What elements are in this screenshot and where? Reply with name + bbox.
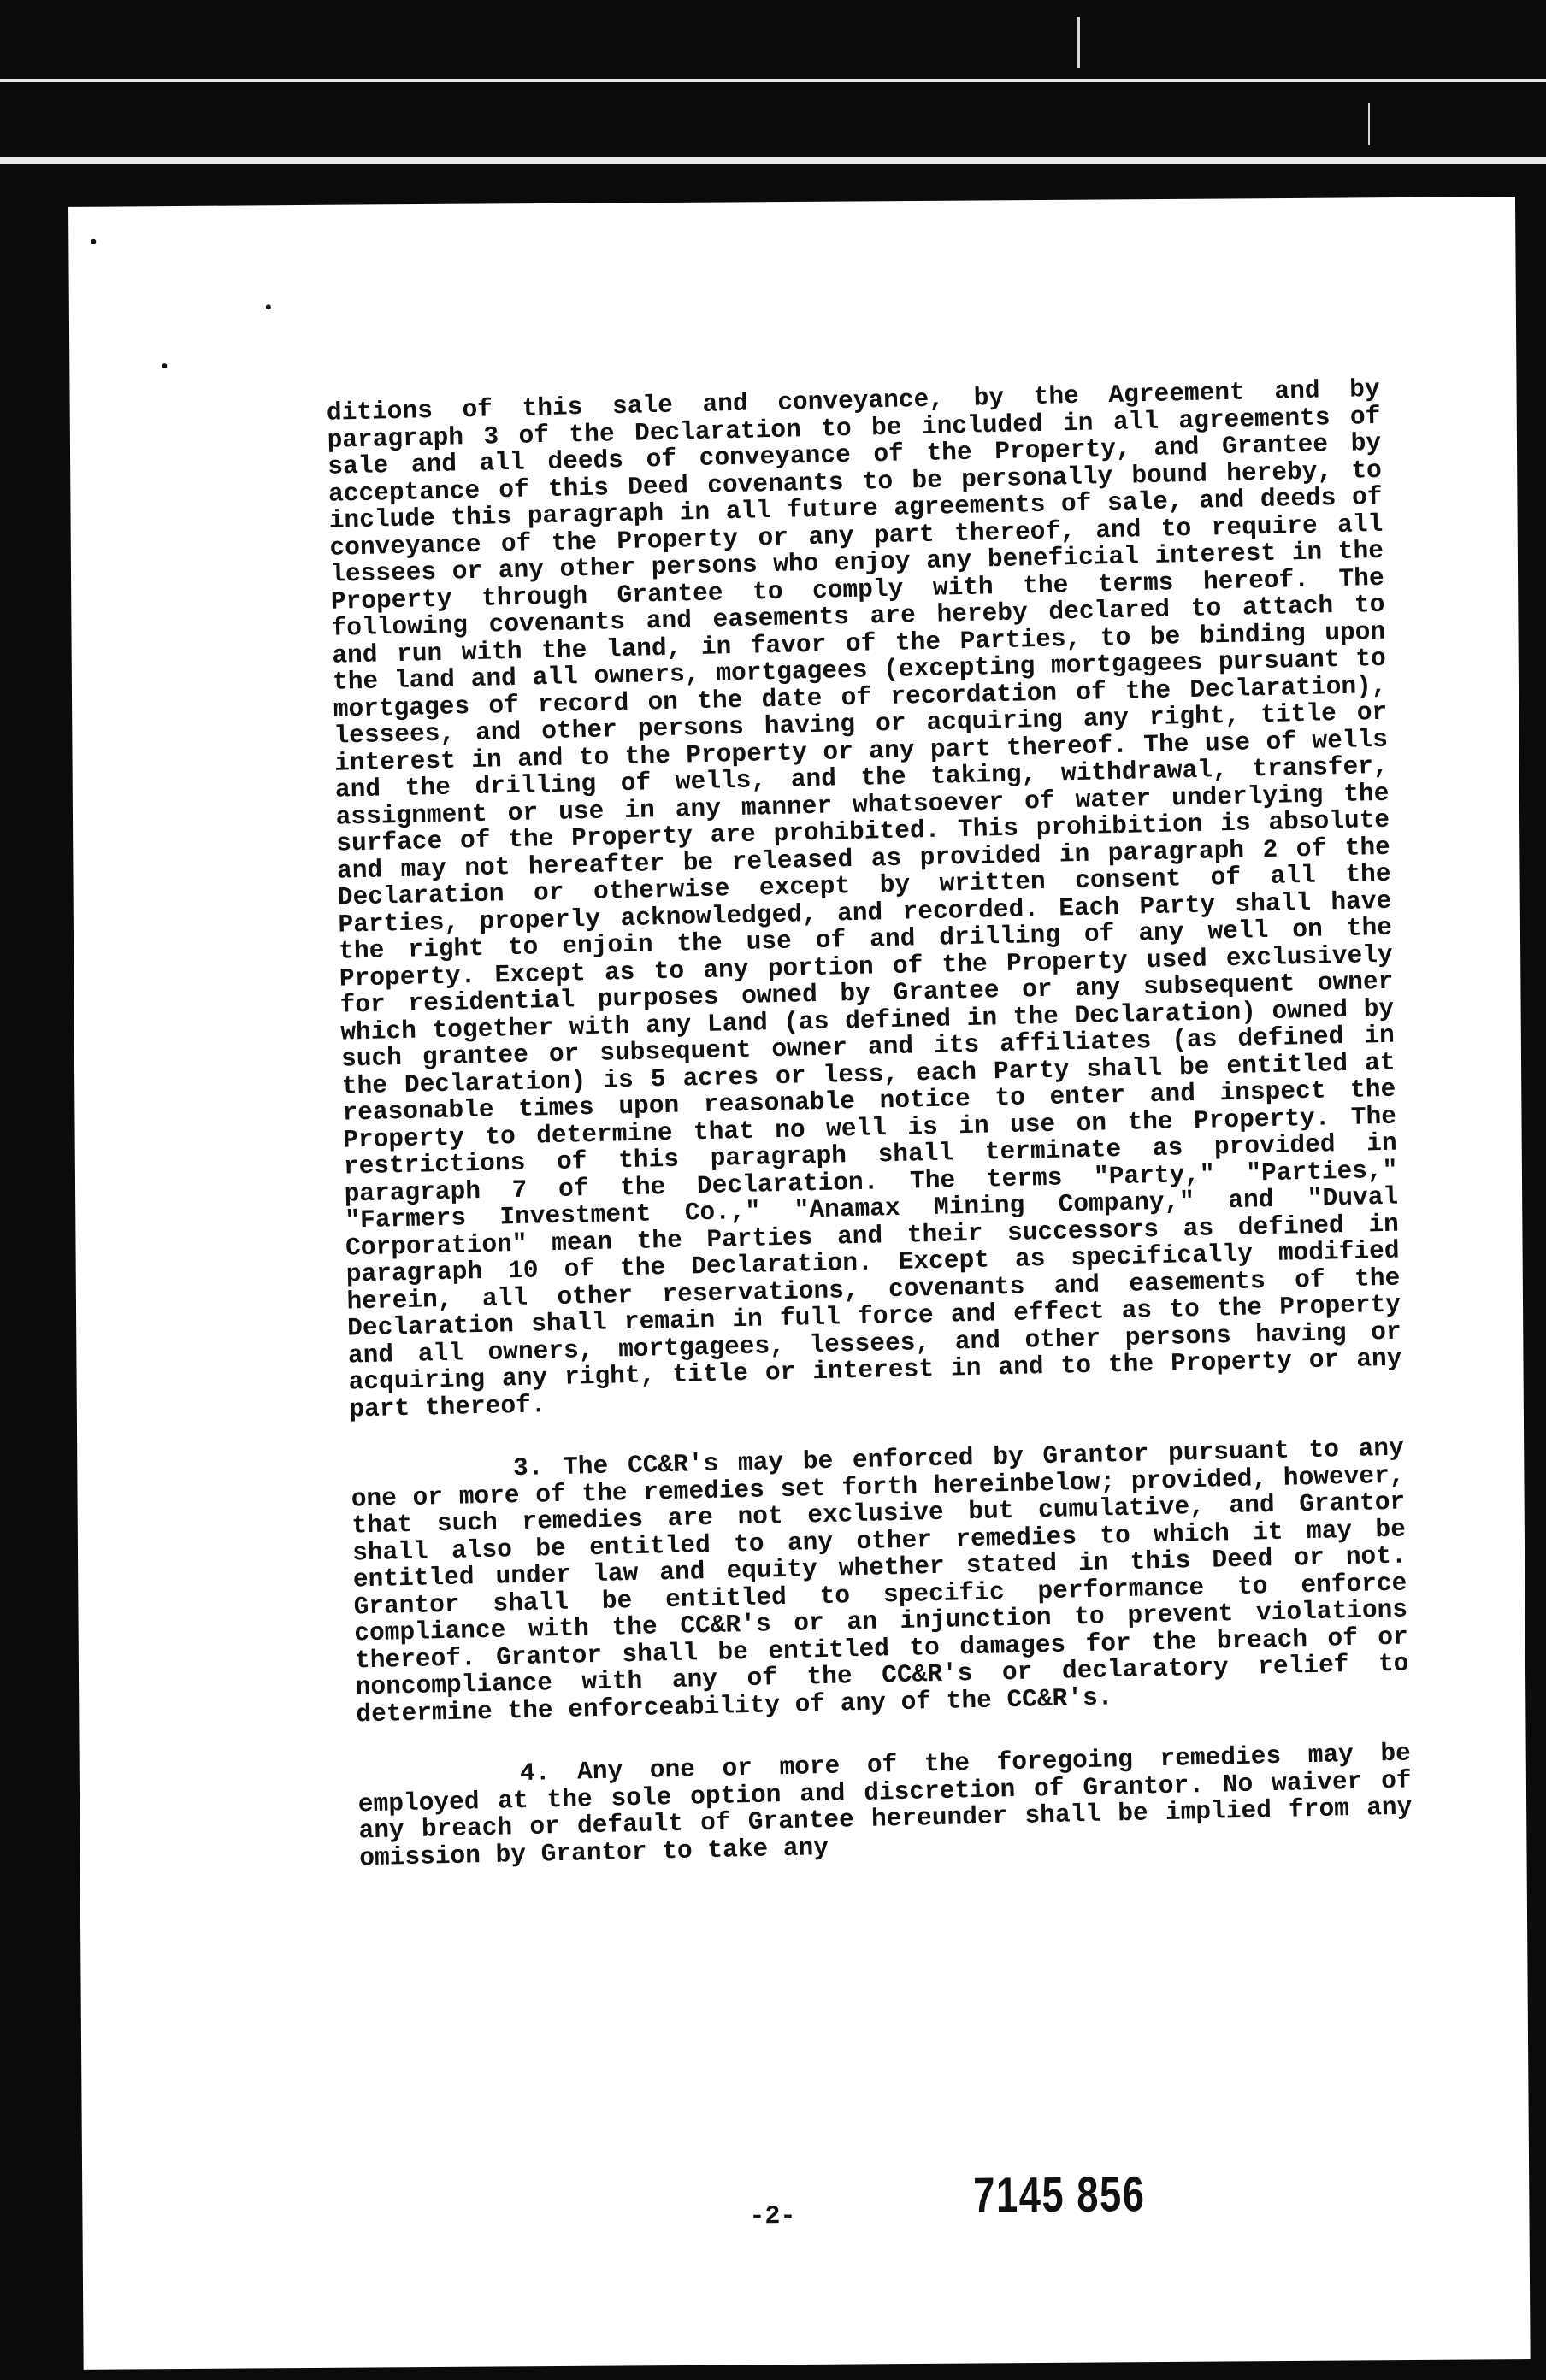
scan-edge-top (0, 79, 1546, 82)
paragraph-continuation: ditions of this sale and conveyance, by the Agreement and by paragraph 3 of the Declaration to be included in all agreements of sale and all deeds of conveyance of the Property, and Grantee by acceptance of this Deed covenants to be personally bound hereby, to include this paragraph in all future agreements of sale, and deeds of conveyance of the Property or any part thereof, and to require all lessees or any other persons who enjoy any beneficial interest in the Property through Grantee to comply with the terms hereof. The following covenants and easements are hereby declared to attach to and run with the land, in favor of the Parties, to be binding upon the land and all owners, mortgagees (excepting mortgagees pursuant to mortgages of record on the date of recordation of the Declaration), lessees, and other persons having or acquiring any right, title or interest in and to the Property or any part thereof. The use of wells and the drilling of wells, and the taking, withdrawal, transfer, assignment or use in any manner whatsoever of water underlying the surface of the Property are prohibited. This prohibition is absolute and may not hereafter be released as provided in paragraph 2 of the Declaration or otherwise except by written consent of all the Parties, properly acknowledged, and recorded. Each Party shall have the right to enjoin the use of and drilling of any well on the Property. Except as to any portion of the Property used exclusively for residential purposes owned by Grantee or any subsequent owner which together with any Land (as defined in the Declaration) owned by such grantee or subsequent owner and its affiliates (as defined in the Declaration) is 5 acres or less, each Party shall be entitled at reasonable times upon reasonable notice to enter and inspect the Property to determine that no well is in use on the Property. The restrictions of this paragraph shall terminate as provided in paragraph 7 of the Declaration. The terms "Party," "Parties," "Farmers Investment Co.," "Anamax Mining Company," and "Duval Corporation" mean the Parties and their successors as defined in paragraph 10 of the Declaration. Except as specifically modified herein, all other reservations, covenants and easements of the Declaration shall remain in full force and effect as to the Property and all owners, mortgagees, lessees, and other persons having or acquiring any right, title or interest in and to the Property or any part thereof. (326, 374, 1402, 1423)
deed-body-text (327, 376, 1413, 1872)
scan-speck (162, 363, 167, 368)
scan-speck (266, 304, 271, 309)
scan-speck (91, 239, 96, 244)
page-number: -2- (749, 2202, 796, 2232)
paragraph-4: 4. Any one or more of the foregoing remedies may be employed at the sole option and discretion of Grantor. No waiver of any breach or default of Grantee hereunder shall be implied from any omission by Grantor to take any (357, 1738, 1413, 1872)
paragraph-3: 3. The CC&R's may be enforced by Grantor pursuant to any one or more of the remedies set forth hereinbelow; provided, however, that such remedies are not exclusive but cumulative, and Grantor shall also be entitled to any other remedies to which it may be entitled under law and equity whether stated in this Deed or not. Grantor shall be entitled to specific performance to enforce compliance with the CC&R's or an injunction to prevent violations thereof. Grantor shall be entitled to damages for the breach of or noncompliance with any of the CC&R's or declaratory relief to determine the enforceability of any of the CC&R's. (351, 1433, 1409, 1729)
scan-artifact (1077, 17, 1080, 68)
document-page (68, 197, 1531, 2370)
scan-artifact (1368, 103, 1370, 145)
recording-stamp: 7145 856 (973, 2166, 1146, 2224)
scan-edge-upper (0, 157, 1546, 164)
